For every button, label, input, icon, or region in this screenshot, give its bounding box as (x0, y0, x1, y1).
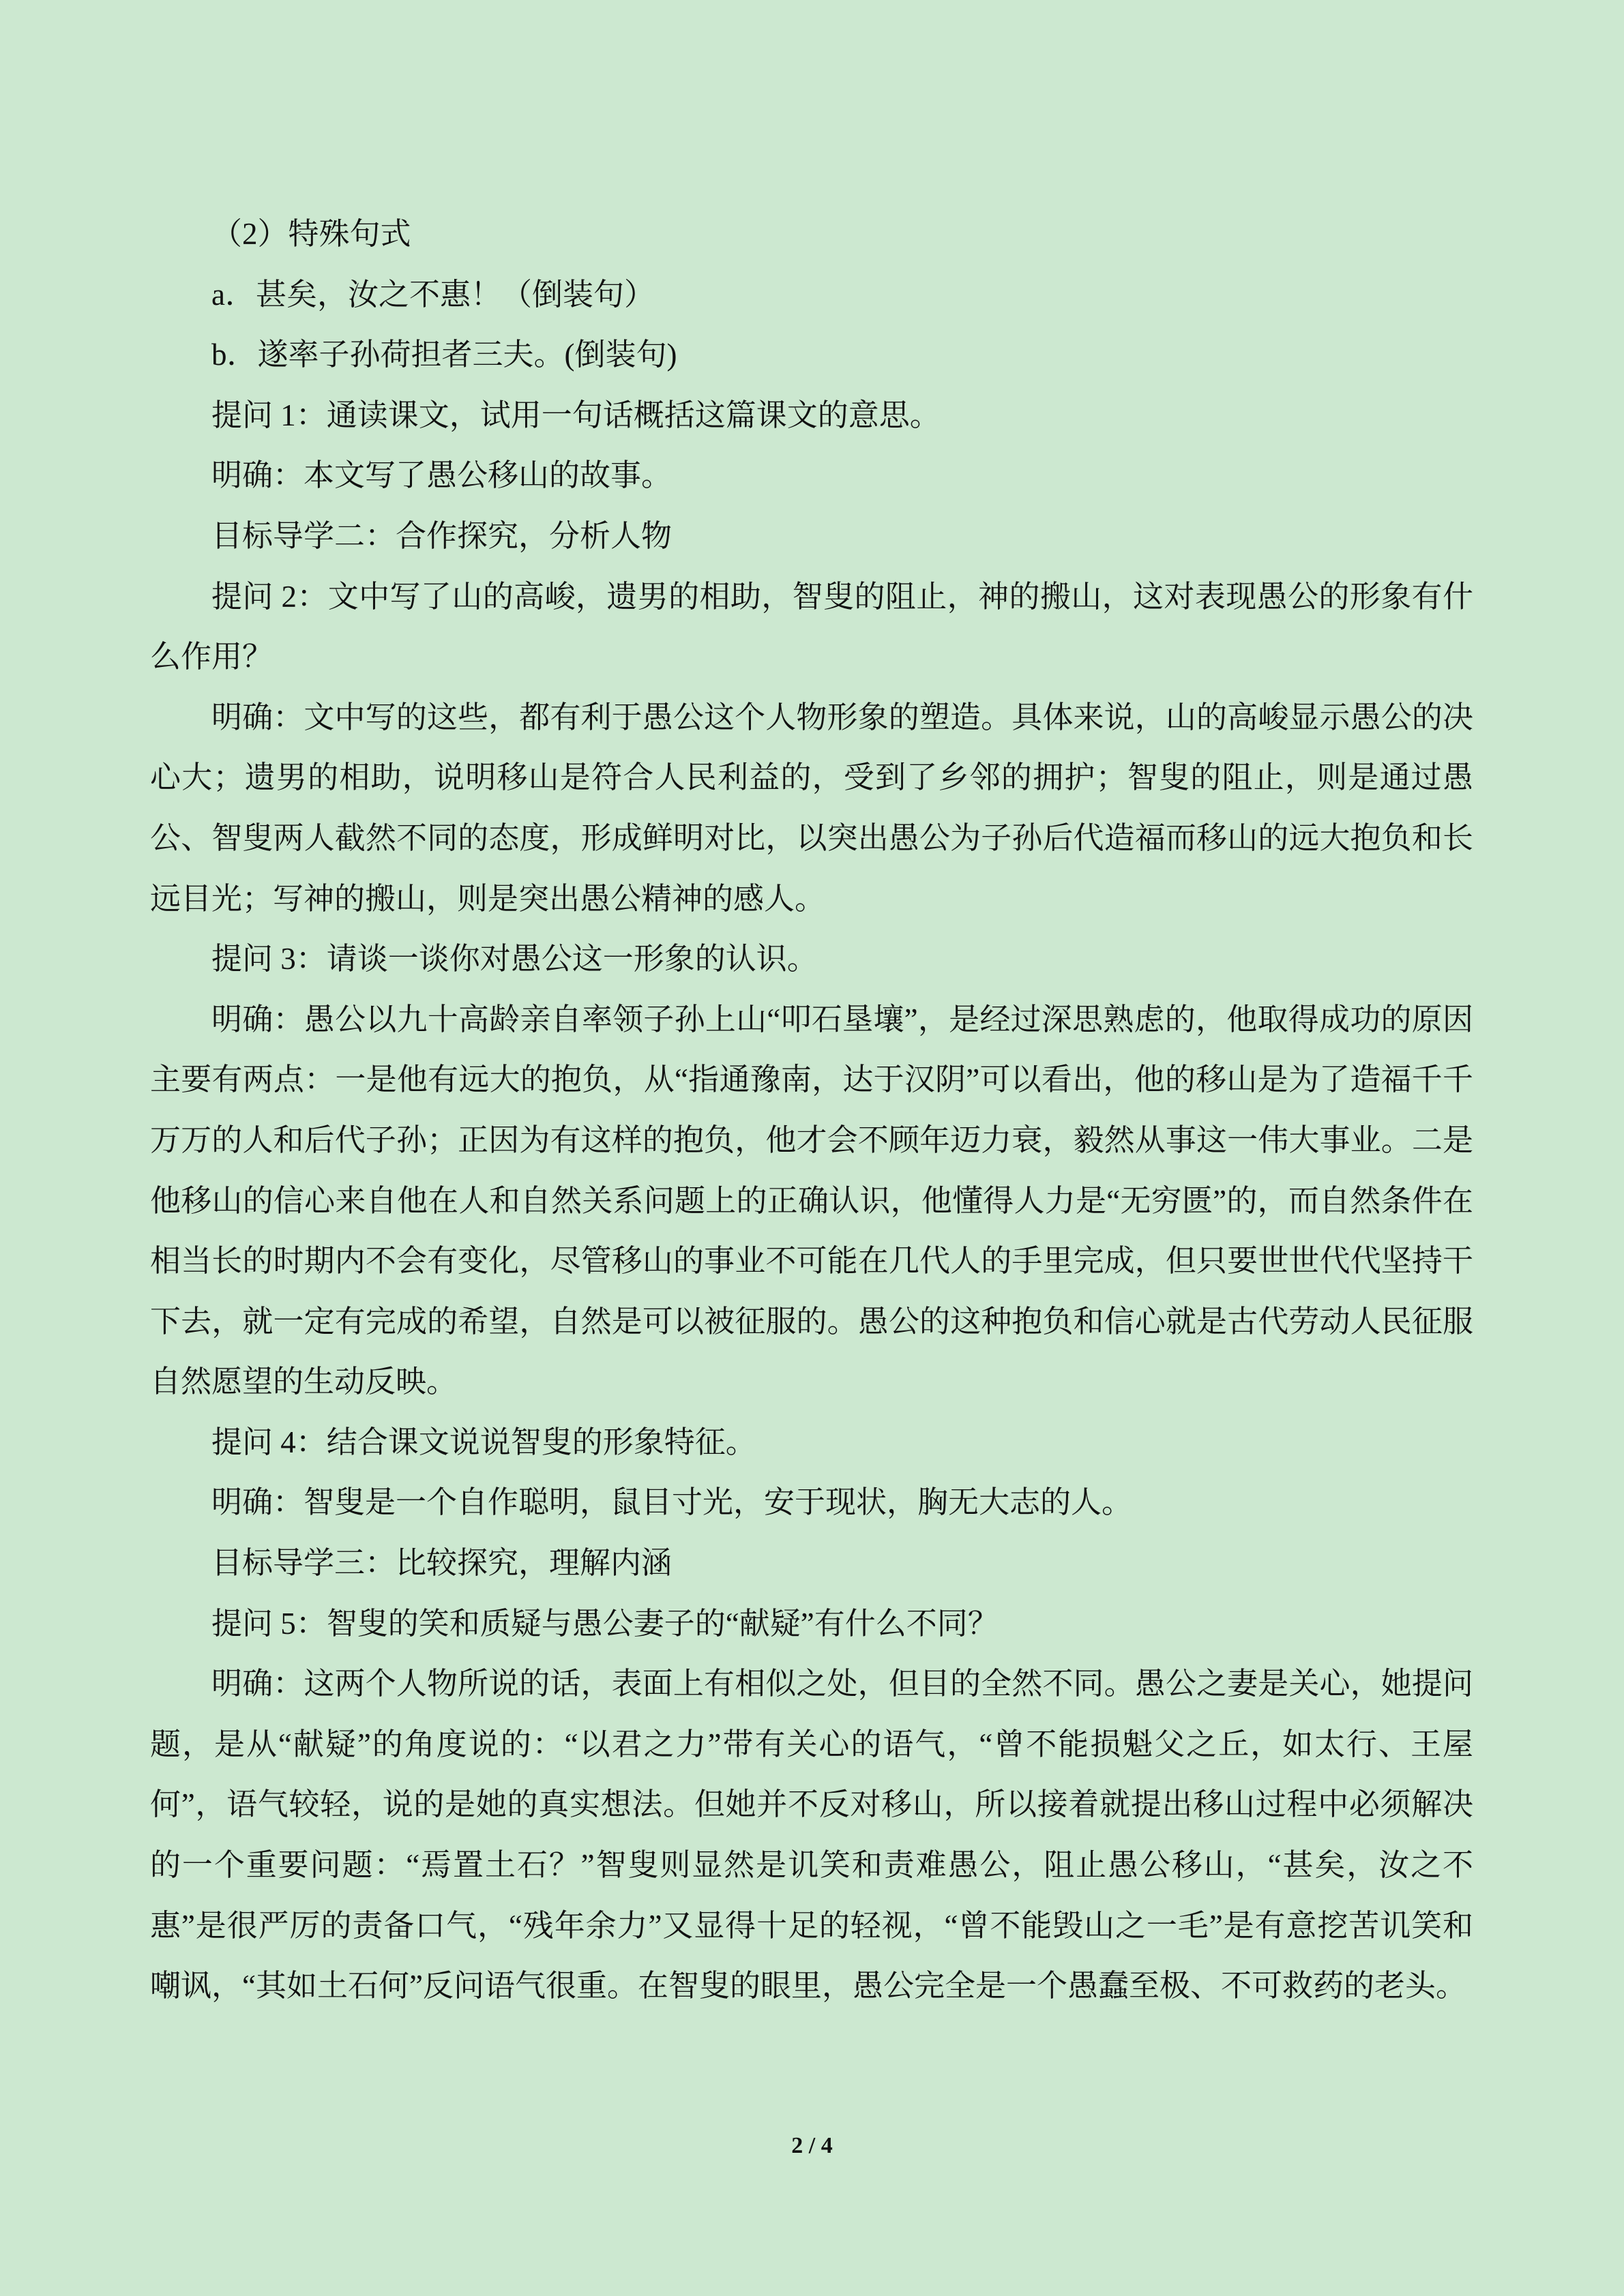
answer-2: 明确：文中写的这些，都有利于愚公这个人物形象的塑造。具体来说，山的高峻显示愚公的决心大；遗男的相助，说明移山是符合人民利益的，受到了乡邻的拥护；智叟的阻止，则是通过愚公、智叟两人截然不同的态度，形成鲜明对比，以突出愚公为子孙后代造福而移山的远大抱负和长远目光；写神的搬山，则是突出愚公精神的感人。 (150, 700, 1473, 916)
goal-2-heading: 目标导学二：合作探究，分析人物 (211, 518, 673, 553)
question-1: 提问 1：通读课文，试用一句话概括这篇课文的意思。 (211, 398, 941, 432)
answer-5: 明确：这两个人物所说的话，表面上有相似之处，但目的全然不同。愚公之妻是关心，她提问题，是从“献疑”的角度说的：“以君之力”带有关心的语气，“曾不能损魁父之丘，如太行、王屋何”，语气较轻，说的是她的真实想法。但她并不反对移山，所以接着就提出移山过程中必须解决的一个重要问题：“焉置土石？”智叟则显然是讥笑和责难愚公，阻止愚公移山，“甚矣，汝之不惠”是很严厉的责备口气，“残年余力”又显得十足的轻视，“曾不能毁山之一毛”是有意挖苦讥笑和嘲讽，“其如土石何”反问语气很重。在智叟的眼里，愚公完全是一个愚蠢至极、不可救药的老头。 (150, 1667, 1473, 2003)
question-4: 提问 4：结合课文说说智叟的形象特征。 (211, 1425, 756, 1459)
page-number: 2 / 4 (791, 2133, 833, 2158)
answer-4: 明确：智叟是一个自作聪明，鼠目寸光，安于现状，胸无大志的人。 (211, 1485, 1133, 1520)
goal-3-heading: 目标导学三：比较探究，理解内涵 (211, 1546, 673, 1581)
document-body (150, 204, 1473, 2016)
heading-special-sentences: （2）特殊句式 (211, 217, 411, 251)
question-5: 提问 5：智叟的笑和质疑与愚公妻子的“献疑”有什么不同？ (211, 1606, 999, 1641)
question-3: 提问 3：请谈一谈你对愚公这一形象的认识。 (211, 942, 818, 976)
example-b: b．遂率子孙荷担者三夫。(倒装句) (211, 338, 677, 372)
answer-1: 明确：本文写了愚公移山的故事。 (211, 458, 673, 493)
question-2: 提问 2：文中写了山的高峻，遗男的相助，智叟的阻止，神的搬山，这对表现愚公的形象有什么作用？ (150, 579, 1473, 674)
example-a: a．甚矣，汝之不惠！（倒装句） (211, 277, 655, 312)
answer-3: 明确：愚公以九十高龄亲自率领子孙上山“叩石垦壤”，是经过深思熟虑的，他取得成功的原因主要有两点：一是他有远大的抱负，从“指通豫南，达于汉阴”可以看出，他的移山是为了造福千千万万的人和后代子孙；正因为有这样的抱负，他才会不顾年迈力衰，毅然从事这一伟大事业。二是他移山的信心来自他在人和自然关系问题上的正确认识，他懂得人力是“无穷匮”的，而自然条件在相当长的时期内不会有变化，尽管移山的事业不可能在几代人的手里完成，但只要世世代代坚持干下去，就一定有完成的希望，自然是可以被征服的。愚公的这种抱负和信心就是古代劳动人民征服自然愿望的生动反映。 (150, 1002, 1473, 1399)
